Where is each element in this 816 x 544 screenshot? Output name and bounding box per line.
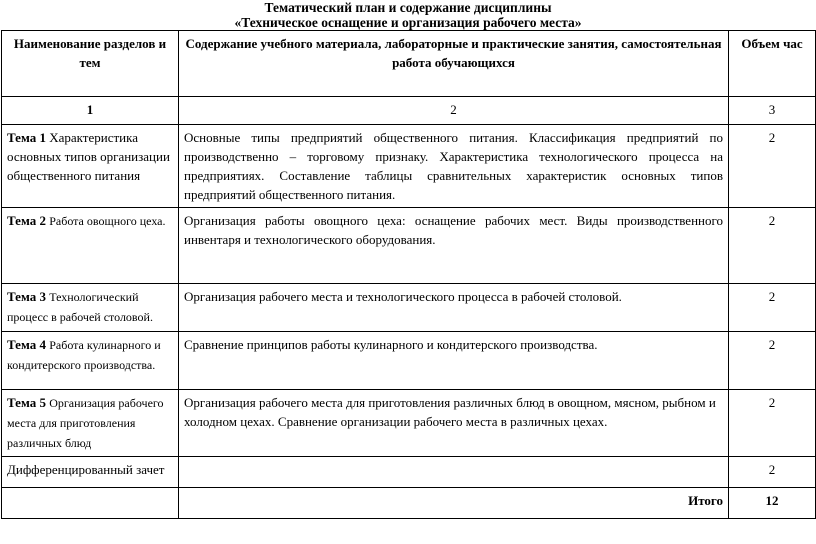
total-hours: 12 [729, 488, 816, 519]
topic-name: Работа овощного цеха. [49, 214, 166, 228]
hours-cell: 2 [729, 284, 816, 332]
column-number-1: 1 [2, 97, 179, 125]
column-number-3: 3 [729, 97, 816, 125]
thematic-plan-table [1, 30, 816, 519]
topic-name: Работа кулинарного и кондитерского производства. [7, 338, 161, 372]
topic-cell [2, 390, 179, 457]
topic-name: Характеристика основных типов организации общественного питания [7, 130, 170, 183]
topic-cell [2, 284, 179, 332]
content-cell: Сравнение принципов работы кулинарного и кондитерского производства. [179, 332, 729, 390]
topic-label: Тема 5 [7, 395, 46, 410]
credit-content-cell [179, 457, 729, 488]
column-number-row [2, 97, 816, 125]
hours-cell: 2 [729, 332, 816, 390]
column-number-2: 2 [179, 97, 729, 125]
hours-cell: 2 [729, 390, 816, 457]
table-row [2, 208, 816, 284]
credit-label: Дифференцированный зачет [2, 457, 179, 488]
topic-cell [2, 332, 179, 390]
header-content: Содержание учебного материала, лабораторные и практические занятия, самостоятельная работа обучающихся [179, 31, 729, 97]
document-title-line-2: «Техническое оснащение и организация рабочего места» [234, 15, 582, 30]
topic-label: Тема 2 [7, 213, 46, 228]
topic-cell [2, 208, 179, 284]
topic-label: Тема 1 [7, 130, 46, 145]
header-topics: Наименование разделов и тем [2, 31, 179, 97]
credit-hours: 2 [729, 457, 816, 488]
table-row [2, 390, 816, 457]
table-row [2, 332, 816, 390]
hours-cell: 2 [729, 125, 816, 208]
content-cell: Организация рабочего места и технологического процесса в рабочей столовой. [179, 284, 729, 332]
topic-label: Тема 3 [7, 289, 46, 304]
total-row [2, 488, 816, 519]
topic-name: Технологический процесс в рабочей столовой. [7, 290, 153, 324]
header-row [2, 31, 816, 97]
topic-label: Тема 4 [7, 337, 46, 352]
content-cell: Организация работы овощного цеха: оснащение рабочих мест. Виды производственного инвентаря и технологического оборудования. [179, 208, 729, 284]
table-row [2, 284, 816, 332]
content-cell: Организация рабочего места для приготовления различных блюд в овощном, мясном, рыбном и холодном цехах. Сравнение организации рабочего места в различных цехах. [179, 390, 729, 457]
document-title-line-1: Тематический план и содержание дисциплины [264, 0, 552, 15]
total-empty-cell [2, 488, 179, 519]
header-hours: Объем час [729, 31, 816, 97]
table-row [2, 125, 816, 208]
topic-cell [2, 125, 179, 208]
credit-row [2, 457, 816, 488]
topic-name: Организация рабочего места для приготовления различных блюд [7, 396, 164, 450]
hours-cell: 2 [729, 208, 816, 284]
content-cell: Основные типы предприятий общественного питания. Классификация предприятий по производственно – торговому признаку. Характеристика технологического процесса на предприятиях. Составление таблицы сравнительных характеристик основных типов предприятий общественного питания. [179, 125, 729, 208]
total-label: Итого [179, 488, 729, 519]
